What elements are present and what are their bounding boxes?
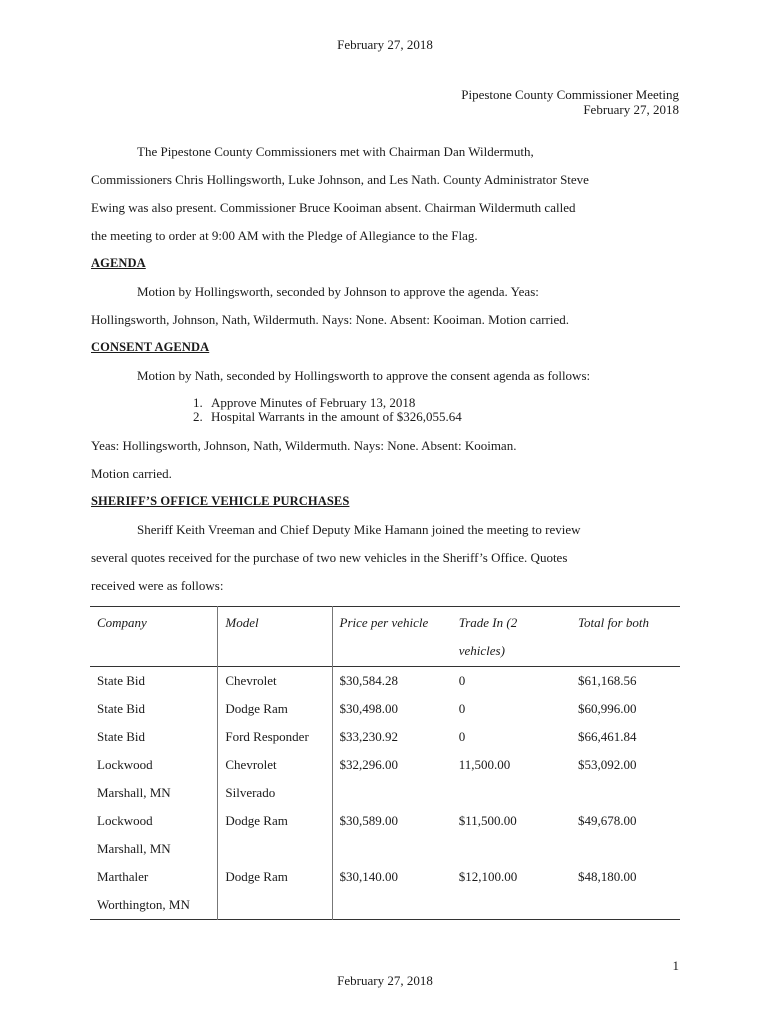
- header-total: Total for both: [577, 615, 649, 630]
- vehicle-quotes-table: [90, 606, 680, 920]
- cell-company: State Bid: [97, 701, 146, 716]
- text-line: several quotes received for the purchase of two new vehicles in the Sheriff’s Office. Quotes: [91, 550, 568, 565]
- cell-model: Dodge Ram: [218, 863, 332, 920]
- cell-model: Dodge Ram: [218, 695, 332, 723]
- cell-total: $48,180.00: [577, 869, 637, 884]
- cell-price: $30,589.00: [332, 807, 452, 863]
- table-row: [90, 863, 680, 920]
- text-line: Ewing was also present. Commissioner Bruce Kooiman absent. Chairman Wildermuth called: [91, 200, 576, 215]
- page-number: 1: [672, 958, 679, 973]
- meeting-date: February 27, 2018: [583, 102, 679, 117]
- cell-price: $33,230.92: [332, 723, 452, 751]
- page-footer-date: February 27, 2018: [337, 973, 433, 988]
- table-header-row: [90, 607, 680, 667]
- consent-agenda-list: [193, 396, 462, 424]
- cell-model: Ford Responder: [218, 723, 332, 751]
- table-row: [90, 807, 680, 863]
- cell-trade-in: $12,100.00: [458, 869, 518, 884]
- cell-trade-in: 0: [458, 673, 466, 688]
- table-row: [90, 695, 680, 723]
- cell-trade-in: $11,500.00: [458, 813, 517, 828]
- page-header-date: February 27, 2018: [337, 37, 433, 52]
- cell-total: $53,092.00: [577, 757, 637, 772]
- text-line: Motion by Hollingsworth, seconded by Johnson to approve the agenda. Yeas:: [137, 284, 539, 299]
- cell-trade-in: 0: [458, 701, 466, 716]
- cell-total: $49,678.00: [577, 813, 637, 828]
- table-row: [90, 667, 680, 696]
- cell-company: Lockwood Marshall, MN: [97, 757, 171, 800]
- section-heading-sheriff: SHERIFF’S OFFICE VEHICLE PURCHASES: [91, 494, 350, 508]
- list-item: 1. Approve Minutes of February 13, 2018: [193, 395, 416, 410]
- text-line: Sheriff Keith Vreeman and Chief Deputy Mike Hamann joined the meeting to review: [137, 522, 581, 537]
- cell-total: $61,168.56: [577, 673, 637, 688]
- meeting-title: Pipestone County Commissioner Meeting: [461, 87, 679, 102]
- text-line: The Pipestone County Commissioners met with Chairman Dan Wildermuth,: [137, 144, 534, 159]
- cell-company: State Bid: [97, 673, 146, 688]
- text-line: Motion carried.: [91, 466, 172, 481]
- text-line: Motion by Nath, seconded by Hollingsworth to approve the consent agenda as follows:: [137, 368, 591, 383]
- cell-company: Marthaler Worthington, MN: [97, 869, 190, 912]
- section-heading-consent-agenda: CONSENT AGENDA: [91, 340, 210, 354]
- cell-model: Chevrolet Silverado: [218, 751, 332, 807]
- cell-total: $60,996.00: [577, 701, 637, 716]
- header-price: Price per vehicle: [332, 607, 452, 667]
- cell-trade-in: 11,500.00: [458, 757, 511, 772]
- cell-trade-in: 0: [458, 729, 466, 744]
- cell-model: Dodge Ram: [218, 807, 332, 863]
- table-row: [90, 723, 680, 751]
- cell-total: $66,461.84: [577, 729, 637, 744]
- section-heading-agenda: AGENDA: [91, 256, 146, 270]
- cell-model: Chevrolet: [218, 667, 332, 696]
- cell-price: $32,296.00: [332, 751, 452, 807]
- header-company: Company: [97, 615, 147, 630]
- list-item: 2. Hospital Warrants in the amount of $326,055.64: [193, 409, 462, 424]
- text-line: Hollingsworth, Johnson, Nath, Wildermuth. Nays: None. Absent: Kooiman. Motion carried.: [91, 312, 570, 327]
- header-trade-in: Trade In (2 vehicles): [458, 615, 518, 658]
- text-line: Commissioners Chris Hollingsworth, Luke Johnson, and Les Nath. County Administrator Steve: [91, 172, 589, 187]
- table-row: [90, 751, 680, 807]
- header-model: Model: [218, 607, 332, 667]
- cell-company: Lockwood Marshall, MN: [97, 813, 171, 856]
- text-line: the meeting to order at 9:00 AM with the Pledge of Allegiance to the Flag.: [91, 228, 478, 243]
- cell-price: $30,498.00: [332, 695, 452, 723]
- text-line: Yeas: Hollingsworth, Johnson, Nath, Wildermuth. Nays: None. Absent: Kooiman.: [91, 438, 517, 453]
- meeting-title-block: [461, 87, 679, 117]
- cell-company: State Bid: [97, 729, 146, 744]
- cell-price: $30,140.00: [332, 863, 452, 920]
- cell-price: $30,584.28: [332, 667, 452, 696]
- text-line: received were as follows:: [91, 578, 224, 593]
